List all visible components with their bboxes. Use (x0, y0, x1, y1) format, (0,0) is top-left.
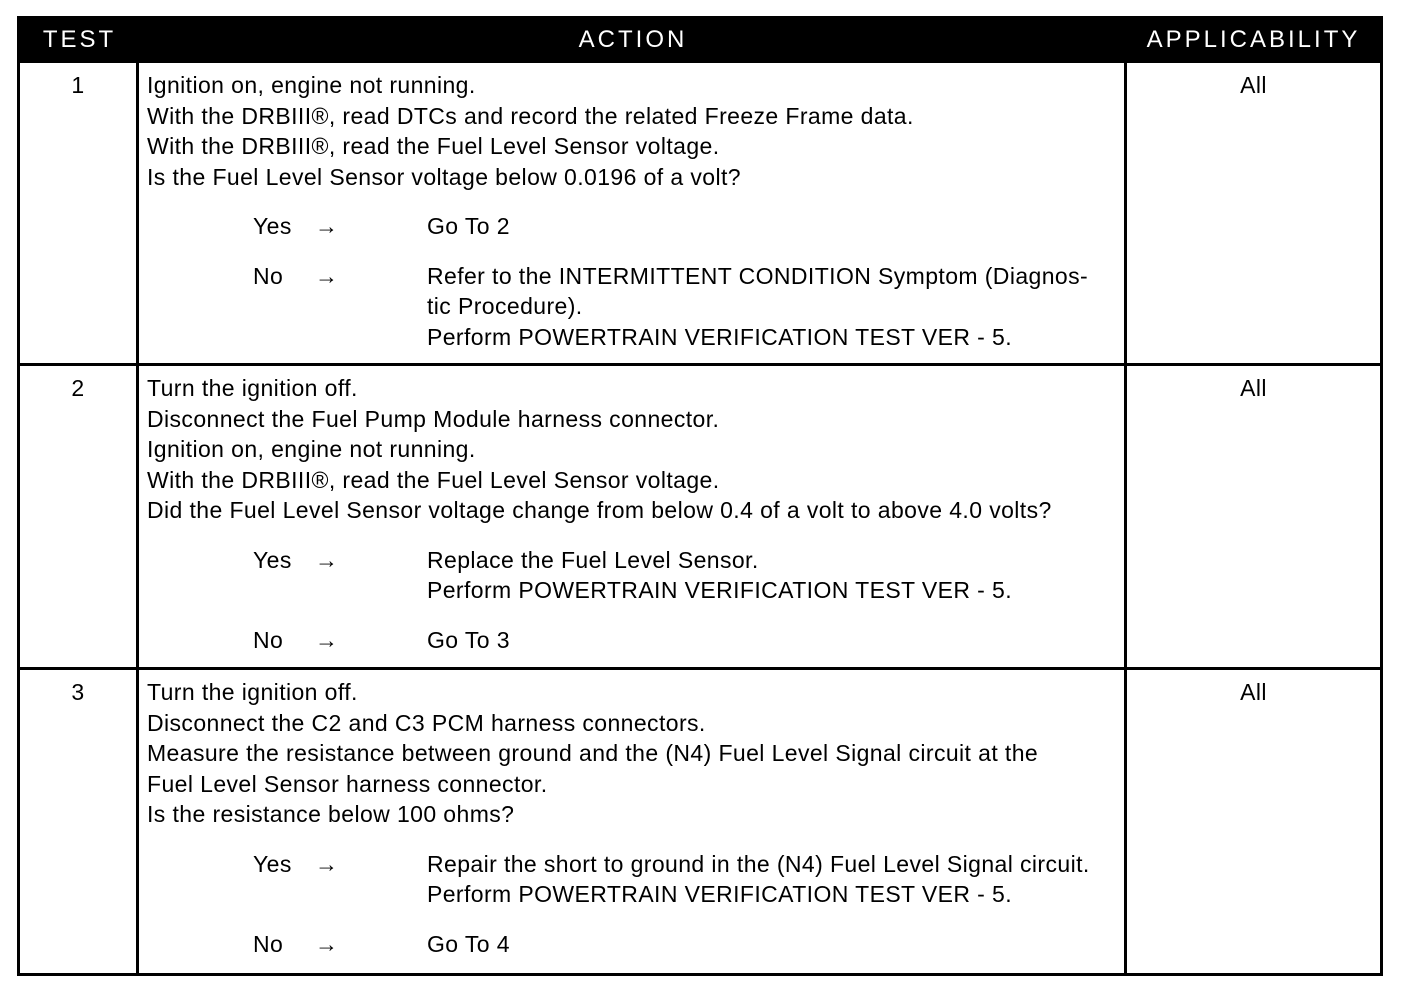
action-step: Turn the ignition off. (147, 679, 358, 705)
action-step: Ignition on, engine not running. (147, 436, 476, 462)
action-cell (139, 60, 1127, 363)
answer-result (427, 261, 1124, 353)
test-number: 2 (20, 363, 139, 667)
applicability-value: All (1127, 60, 1380, 363)
result-line: Perform POWERTRAIN VERIFICATION TEST VER - 5. (427, 323, 1012, 350)
test-number: 3 (20, 667, 139, 973)
arrow-icon: → (315, 262, 339, 289)
action-step: Did the Fuel Level Sensor voltage change from below 0.4 of a volt to above 4.0 volts? (147, 497, 1052, 523)
applicability-value: All (1127, 363, 1380, 667)
yes-answer (147, 545, 1124, 606)
action-step: Fuel Level Sensor harness connector. (147, 770, 548, 797)
result-line: Refer to the INTERMITTENT CONDITION Symptom (Diagnos- (427, 262, 1089, 289)
result-line: Go To 4 (427, 930, 510, 957)
answer-label: No (253, 930, 284, 957)
action-step: With the DRBIII®, read the Fuel Level Sensor voltage. (147, 133, 720, 159)
answer-label: Yes (253, 546, 292, 573)
answer-result (427, 929, 1124, 960)
action-step: Ignition on, engine not running. (147, 72, 476, 98)
result-line: Repair the short to ground in the (N4) Fuel Level Signal circuit. (427, 850, 1090, 877)
action-step: With the DRBIII®, read DTCs and record the related Freeze Frame data. (147, 102, 914, 129)
result-line: tic Procedure). (427, 293, 583, 319)
answer-result (427, 211, 1124, 242)
no-answer (147, 625, 1124, 656)
action-step: Is the resistance below 100 ohms? (147, 801, 515, 827)
result-line: Go To 3 (427, 626, 510, 653)
action-step: Turn the ignition off. (147, 375, 358, 401)
no-answer (147, 929, 1124, 960)
answer-result (427, 849, 1124, 910)
action-step: Disconnect the C2 and C3 PCM harness connectors. (147, 709, 706, 736)
answer-label: Yes (253, 850, 292, 877)
arrow-icon: → (315, 930, 339, 957)
answer-result (427, 625, 1124, 656)
header-applicability: APPLICABILITY (1127, 19, 1380, 60)
action-cell (139, 667, 1127, 973)
test-number: 1 (20, 60, 139, 363)
action-cell (139, 363, 1127, 667)
answer-label: No (253, 262, 284, 289)
arrow-icon: → (315, 546, 339, 573)
result-line: Replace the Fuel Level Sensor. (427, 546, 759, 573)
yes-answer (147, 849, 1124, 910)
header-action: ACTION (139, 19, 1127, 60)
header-test: TEST (20, 19, 139, 60)
answer-label: Yes (253, 213, 292, 239)
action-step: With the DRBIII®, read the Fuel Level Sensor voltage. (147, 466, 720, 493)
action-step: Measure the resistance between ground and the (N4) Fuel Level Signal circuit at the (147, 740, 1039, 766)
no-answer (147, 261, 1124, 353)
arrow-icon: → (315, 626, 339, 653)
yes-answer (147, 211, 1124, 242)
action-step: Disconnect the Fuel Pump Module harness connector. (147, 405, 720, 432)
arrow-icon: → (315, 213, 339, 239)
action-step: Is the Fuel Level Sensor voltage below 0.0196 of a volt? (147, 163, 741, 190)
answer-result (427, 545, 1124, 606)
applicability-value: All (1127, 667, 1380, 973)
diagnostic-test-table (17, 16, 1383, 976)
result-line: Perform POWERTRAIN VERIFICATION TEST VER - 5. (427, 881, 1012, 907)
result-line: Go To 2 (427, 213, 510, 239)
answer-label: No (253, 626, 284, 653)
result-line: Perform POWERTRAIN VERIFICATION TEST VER - 5. (427, 577, 1012, 603)
arrow-icon: → (315, 850, 339, 877)
